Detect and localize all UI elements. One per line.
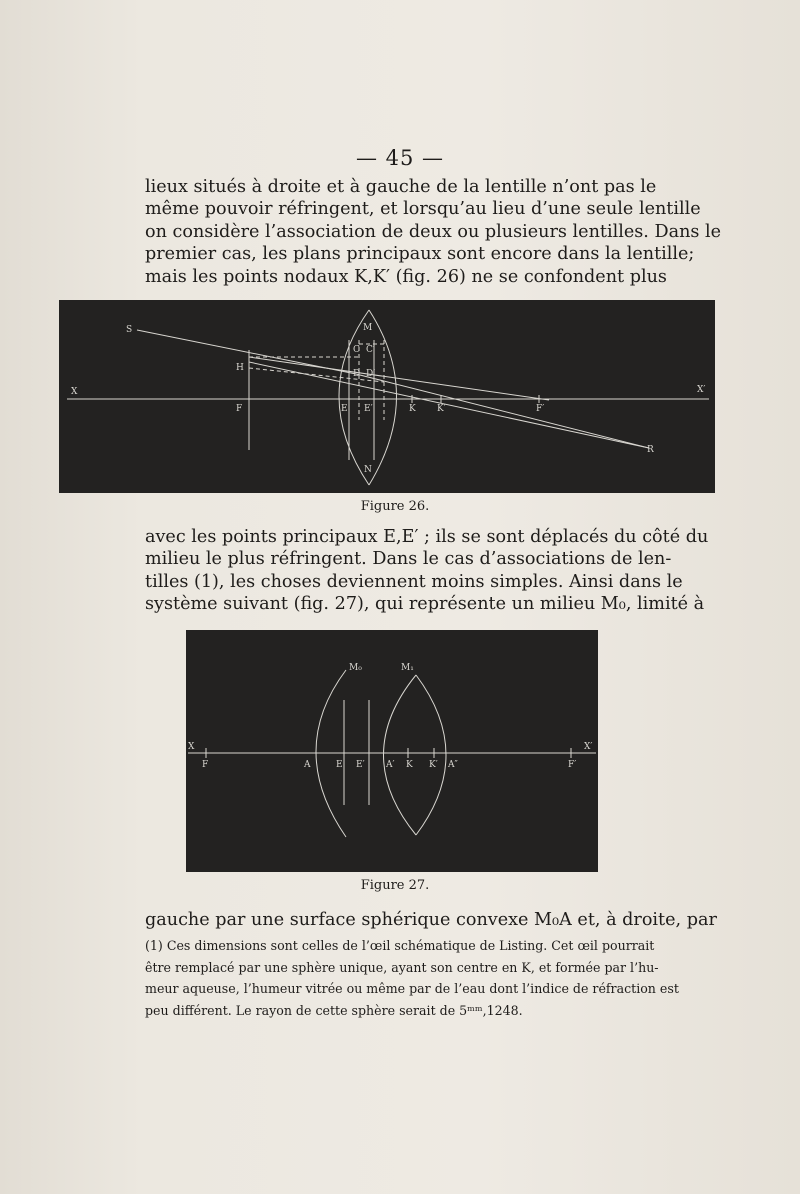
paragraph-1 — [145, 176, 722, 288]
label-k2: K′ — [429, 760, 438, 770]
label-f2: F′ — [568, 760, 577, 770]
figure-26-caption: Figure 26. — [360, 499, 430, 514]
label-n: N — [364, 465, 372, 475]
figure-27-caption: Figure 27. — [360, 878, 430, 893]
label-h: H — [236, 363, 244, 373]
ray-upper — [249, 357, 549, 400]
text-line: lieux situés à droite et à gauche de la lentille n’ont pas le — [145, 177, 657, 197]
lens-right-surface — [369, 310, 397, 485]
text-line: système suivant (fig. 27), qui représente un milieu M₀, limité à — [145, 594, 705, 615]
page-number: — 45 — — [355, 146, 445, 170]
label-a2: A′ — [386, 760, 395, 770]
label-e: E — [336, 760, 343, 770]
footnote-line: être remplacé par une sphère unique, ayant son centre en K, et formée par l’hu- — [145, 959, 659, 975]
label-m1: M₁ — [401, 663, 414, 673]
figure-26-diagram — [59, 300, 715, 493]
text-line: premier cas, les plans principaux sont encore dans la lentille; — [145, 244, 695, 265]
text-line: milieu le plus réfringent. Dans le cas d’associations de len- — [145, 549, 672, 570]
label-e: E — [341, 404, 348, 414]
label-s: S — [126, 325, 133, 335]
text-line: avec les points principaux E,E′ ; ils se sont déplacés du côté du — [145, 527, 709, 547]
label-e2: E′ — [364, 404, 373, 414]
label-m: M — [363, 323, 373, 333]
label-f: F — [236, 404, 243, 414]
label-x: X — [188, 742, 195, 752]
text-line: on considère l’association de deux ou plusieurs lentilles. Dans le — [145, 221, 722, 242]
label-c2: C′ — [366, 345, 375, 355]
label-d2: D′ — [366, 369, 376, 379]
label-r: R — [647, 445, 654, 455]
paragraph-3 — [145, 909, 717, 931]
label-m0: M₀ — [349, 663, 362, 673]
dashed-line-d — [249, 368, 384, 382]
footnote-line: meur aqueuse, l’humeur vitrée ou même par de l’eau dont l’indice de réfraction est — [145, 981, 679, 996]
lens-left-surface — [339, 310, 369, 485]
label-f2: F′ — [536, 404, 545, 414]
label-e2: E′ — [356, 760, 365, 770]
label-x2: X′ — [697, 385, 706, 395]
text-line: tilles (1), les choses deviennent moins simples. Ainsi dans le — [145, 571, 683, 592]
label-f: F — [202, 760, 209, 770]
label-k2: K′ — [437, 404, 446, 414]
paragraph-2 — [145, 526, 709, 616]
ray-through-focus — [249, 362, 649, 448]
figure-26 — [59, 300, 715, 493]
footnote-line: (1) Ces dimensions sont celles de l’œil schématique de Listing. Cet œil pourrait — [145, 938, 655, 953]
text-line: mais les points nodaux K,K′ (fig. 26) ne se confondent plus — [145, 266, 667, 287]
text-line: gauche par une surface sphérique convexe M₀A et, à droite, par — [145, 910, 717, 930]
surface-m1-right — [416, 675, 446, 835]
figure-27 — [186, 630, 598, 872]
label-a: A — [304, 760, 311, 770]
surface-m1-left — [384, 675, 417, 835]
label-x: X — [71, 387, 78, 397]
text-line: même pouvoir réfringent, et lorsqu’au lieu d’une seule lentille — [145, 199, 701, 220]
label-k: K — [406, 760, 413, 770]
label-x2: X′ — [584, 742, 593, 752]
footnote-line: peu différent. Le rayon de cette sphère serait de 5ᵐᵐ,1248. — [145, 1002, 523, 1018]
label-c: C — [353, 345, 360, 355]
label-d: D — [353, 369, 361, 379]
label-a3: A″ — [448, 760, 458, 770]
label-k: K — [409, 404, 416, 414]
footnote — [145, 935, 679, 1021]
emergent-ray — [356, 374, 649, 448]
figure-27-diagram — [186, 630, 598, 872]
